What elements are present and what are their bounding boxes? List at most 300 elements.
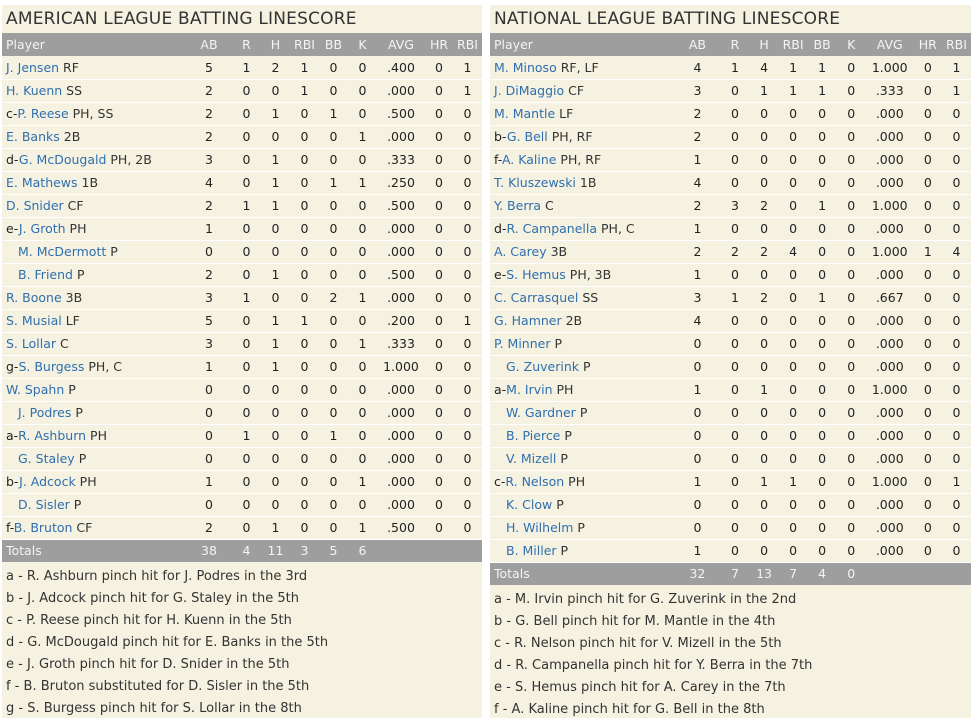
stat-bb: 0 bbox=[808, 447, 837, 470]
stat-bb: 0 bbox=[319, 194, 348, 217]
player-name-link[interactable]: G. McDougald bbox=[18, 152, 107, 167]
stat-ab: 0 bbox=[674, 332, 720, 355]
totals-row bbox=[490, 562, 971, 585]
stat-bb: 0 bbox=[808, 240, 837, 263]
player-name-link[interactable]: K. Clow bbox=[506, 497, 553, 512]
stat-hr: 0 bbox=[425, 240, 453, 263]
player-name-link[interactable]: B. Bruton bbox=[13, 520, 73, 535]
stat-r: 0 bbox=[232, 102, 261, 125]
stat-h: 1 bbox=[750, 378, 779, 401]
stat-bb: 0 bbox=[808, 470, 837, 493]
player-name-link[interactable]: R. Campanella bbox=[506, 221, 598, 236]
stat-avg: .500 bbox=[377, 102, 425, 125]
player-name-link[interactable]: D. Sisler bbox=[18, 497, 70, 512]
stat-rbi: 0 bbox=[290, 194, 319, 217]
player-cell bbox=[2, 56, 186, 79]
stat-ab: 1 bbox=[186, 355, 232, 378]
stat-avg: .667 bbox=[866, 286, 914, 309]
stat-hr: 0 bbox=[425, 148, 453, 171]
stat-hr: 0 bbox=[914, 286, 942, 309]
totals-label: Totals bbox=[490, 562, 674, 585]
player-name-link[interactable]: R. Nelson bbox=[505, 474, 565, 489]
stat-avg: .400 bbox=[377, 56, 425, 79]
stat-bb: 0 bbox=[319, 263, 348, 286]
national-league-notes bbox=[490, 585, 971, 721]
col-header-rbi: RBI bbox=[290, 33, 319, 56]
player-name-link[interactable]: G. Zuverink bbox=[506, 359, 579, 374]
player-position: P bbox=[579, 405, 588, 420]
player-position: CF bbox=[76, 520, 93, 535]
stat-h: 0 bbox=[261, 470, 290, 493]
stat-r: 0 bbox=[232, 125, 261, 148]
sub-prefix: d- bbox=[6, 152, 19, 167]
player-cell bbox=[490, 378, 674, 401]
player-row bbox=[2, 355, 482, 378]
stat-rbi: 0 bbox=[779, 217, 808, 240]
col-header-bb: BB bbox=[808, 33, 837, 56]
stat-k: 0 bbox=[348, 355, 377, 378]
stat-rbi-2: 0 bbox=[942, 332, 971, 355]
player-name-link[interactable]: Y. Berra bbox=[494, 198, 542, 213]
player-name-link[interactable]: C. Carrasquel bbox=[494, 290, 579, 305]
stat-h: 1 bbox=[261, 516, 290, 539]
stat-h: 0 bbox=[750, 217, 779, 240]
stat-hr: 0 bbox=[425, 102, 453, 125]
player-name-link[interactable]: A. Kaline bbox=[501, 152, 557, 167]
player-name-link[interactable]: E. Banks bbox=[6, 129, 60, 144]
stat-r: 0 bbox=[232, 309, 261, 332]
stat-ab: 1 bbox=[186, 217, 232, 240]
stat-avg: .200 bbox=[377, 309, 425, 332]
stat-h: 2 bbox=[750, 240, 779, 263]
stat-bb: 0 bbox=[319, 493, 348, 516]
player-name-link[interactable]: M. Mantle bbox=[494, 106, 556, 121]
stat-h: 0 bbox=[750, 401, 779, 424]
stat-hr: 0 bbox=[425, 56, 453, 79]
col-header-avg: AVG bbox=[377, 33, 425, 56]
stat-r: 0 bbox=[232, 217, 261, 240]
stat-hr: 0 bbox=[914, 171, 942, 194]
stat-bb: 1 bbox=[319, 102, 348, 125]
player-name-link[interactable]: B. Miller bbox=[506, 543, 557, 558]
player-name-link[interactable]: J. Podres bbox=[18, 405, 72, 420]
player-row bbox=[2, 378, 482, 401]
stat-ab: 0 bbox=[186, 401, 232, 424]
stat-k: 0 bbox=[348, 424, 377, 447]
stat-k: 0 bbox=[348, 148, 377, 171]
player-name-link[interactable]: S. Musial bbox=[6, 313, 62, 328]
stat-rbi-2: 0 bbox=[942, 194, 971, 217]
player-name-link[interactable]: G. Staley bbox=[18, 451, 75, 466]
stat-avg: .000 bbox=[866, 401, 914, 424]
player-row bbox=[2, 263, 482, 286]
stat-rbi-2: 0 bbox=[453, 286, 482, 309]
substitution-note: b - J. Adcock pinch hit for G. Staley in the 5th bbox=[6, 591, 299, 606]
stat-ab: 1 bbox=[674, 378, 720, 401]
totals-r: 7 bbox=[720, 562, 749, 585]
player-name-link[interactable]: V. Mizell bbox=[506, 451, 557, 466]
player-name-link[interactable]: P. Reese bbox=[17, 106, 69, 121]
stat-r: 0 bbox=[720, 332, 749, 355]
player-cell bbox=[2, 378, 186, 401]
stat-k: 0 bbox=[348, 493, 377, 516]
player-position: PH, C bbox=[601, 221, 635, 236]
stat-ab: 2 bbox=[674, 240, 720, 263]
stat-k: 0 bbox=[837, 401, 866, 424]
stat-h: 0 bbox=[750, 424, 779, 447]
stat-ab: 3 bbox=[186, 332, 232, 355]
player-row bbox=[2, 424, 482, 447]
player-cell bbox=[490, 286, 674, 309]
stat-avg: 1.000 bbox=[866, 470, 914, 493]
player-name-link[interactable]: G. Hamner bbox=[494, 313, 562, 328]
stat-rbi-2: 0 bbox=[453, 171, 482, 194]
stat-hr: 0 bbox=[425, 470, 453, 493]
stat-h: 0 bbox=[750, 102, 779, 125]
player-position: PH, RF bbox=[560, 152, 602, 167]
substitution-note: e - J. Groth pinch hit for D. Snider in the 5th bbox=[6, 657, 290, 672]
player-position: PH bbox=[69, 221, 87, 236]
player-position: PH bbox=[568, 474, 586, 489]
stat-k: 0 bbox=[837, 447, 866, 470]
stat-rbi-2: 0 bbox=[453, 401, 482, 424]
player-name-link[interactable]: B. Pierce bbox=[506, 428, 561, 443]
stat-avg: .000 bbox=[866, 516, 914, 539]
stat-rbi-2: 0 bbox=[942, 516, 971, 539]
stat-k: 0 bbox=[837, 102, 866, 125]
stat-hr: 0 bbox=[914, 194, 942, 217]
stat-h: 0 bbox=[750, 309, 779, 332]
stat-avg: .250 bbox=[377, 171, 425, 194]
stat-r: 0 bbox=[720, 355, 749, 378]
player-cell bbox=[2, 125, 186, 148]
stat-k: 0 bbox=[837, 516, 866, 539]
stat-hr: 0 bbox=[425, 217, 453, 240]
player-name-link[interactable]: J. Groth bbox=[18, 221, 66, 236]
stat-h: 2 bbox=[750, 286, 779, 309]
stat-hr: 0 bbox=[914, 539, 942, 562]
stat-rbi-2: 0 bbox=[942, 493, 971, 516]
stat-ab: 4 bbox=[186, 171, 232, 194]
player-row bbox=[2, 125, 482, 148]
stat-rbi-2: 0 bbox=[453, 424, 482, 447]
player-row bbox=[490, 332, 971, 355]
stat-avg: .000 bbox=[377, 240, 425, 263]
totals-bb: 4 bbox=[808, 562, 837, 585]
stat-hr: 0 bbox=[914, 493, 942, 516]
stat-h: 0 bbox=[750, 539, 779, 562]
col-header-player: Player bbox=[490, 33, 674, 56]
player-name-link[interactable]: A. Carey bbox=[494, 244, 547, 259]
stat-k: 0 bbox=[837, 309, 866, 332]
totals-row bbox=[2, 539, 482, 562]
stat-bb: 0 bbox=[808, 493, 837, 516]
stat-rbi-2: 0 bbox=[453, 125, 482, 148]
player-row bbox=[2, 332, 482, 355]
stat-bb: 0 bbox=[319, 332, 348, 355]
player-position: C bbox=[545, 198, 554, 213]
stat-ab: 1 bbox=[674, 470, 720, 493]
stat-rbi: 1 bbox=[779, 470, 808, 493]
totals-r: 4 bbox=[232, 539, 261, 562]
player-row bbox=[490, 378, 971, 401]
col-header-avg: AVG bbox=[866, 33, 914, 56]
stat-ab: 3 bbox=[674, 286, 720, 309]
stat-r: 0 bbox=[720, 263, 749, 286]
stat-k: 0 bbox=[348, 217, 377, 240]
stat-bb: 0 bbox=[808, 539, 837, 562]
stat-avg: .000 bbox=[866, 125, 914, 148]
stat-rbi: 1 bbox=[290, 309, 319, 332]
player-row bbox=[490, 309, 971, 332]
player-name-link[interactable]: J. Adcock bbox=[19, 474, 76, 489]
stat-k: 0 bbox=[837, 79, 866, 102]
stat-k: 0 bbox=[348, 194, 377, 217]
player-row bbox=[2, 79, 482, 102]
player-cell bbox=[490, 424, 674, 447]
stat-r: 0 bbox=[720, 401, 749, 424]
stat-h: 1 bbox=[261, 309, 290, 332]
stat-h: 0 bbox=[750, 493, 779, 516]
substitution-note: a - R. Ashburn pinch hit for J. Podres in the 3rd bbox=[6, 569, 308, 584]
stat-rbi: 0 bbox=[290, 378, 319, 401]
stat-k: 0 bbox=[837, 125, 866, 148]
stat-r: 0 bbox=[232, 470, 261, 493]
stat-rbi: 0 bbox=[779, 286, 808, 309]
player-name-link[interactable]: B. Friend bbox=[18, 267, 73, 282]
player-row bbox=[2, 401, 482, 424]
col-header-player: Player bbox=[2, 33, 186, 56]
national-league-rows bbox=[490, 56, 971, 562]
stat-ab: 1 bbox=[674, 148, 720, 171]
stat-k: 0 bbox=[837, 332, 866, 355]
col-header-rbi: RBI bbox=[779, 33, 808, 56]
player-cell bbox=[2, 332, 186, 355]
stat-rbi-2: 0 bbox=[942, 263, 971, 286]
totals-k: 0 bbox=[837, 562, 866, 585]
stat-ab: 3 bbox=[186, 286, 232, 309]
sub-prefix: b- bbox=[6, 474, 20, 489]
totals-label: Totals bbox=[2, 539, 186, 562]
col-header-k: K bbox=[348, 33, 377, 56]
substitution-note: b - G. Bell pinch hit for M. Mantle in the 4th bbox=[494, 614, 776, 629]
player-position: P bbox=[554, 336, 563, 351]
player-position: PH, 2B bbox=[110, 152, 152, 167]
player-name-link[interactable]: P. Minner bbox=[494, 336, 551, 351]
player-cell bbox=[2, 309, 186, 332]
stat-rbi-2: 0 bbox=[942, 309, 971, 332]
player-name-link[interactable]: H. Wilhelm bbox=[506, 520, 574, 535]
stat-r: 0 bbox=[232, 401, 261, 424]
player-name-link[interactable]: S. Burgess bbox=[18, 359, 85, 374]
stat-k: 0 bbox=[348, 56, 377, 79]
player-row bbox=[2, 148, 482, 171]
player-row bbox=[490, 217, 971, 240]
stat-ab: 5 bbox=[186, 309, 232, 332]
stat-r: 0 bbox=[720, 217, 749, 240]
totals-rbi: 7 bbox=[779, 562, 808, 585]
stat-rbi: 0 bbox=[290, 493, 319, 516]
stat-bb: 0 bbox=[319, 447, 348, 470]
player-name-link[interactable]: S. Hemus bbox=[506, 267, 566, 282]
stat-rbi-2: 0 bbox=[453, 332, 482, 355]
player-name-link[interactable]: R. Boone bbox=[6, 290, 62, 305]
player-row bbox=[490, 516, 971, 539]
stat-k: 0 bbox=[837, 539, 866, 562]
stat-r: 0 bbox=[720, 516, 749, 539]
player-name-link[interactable]: S. Lollar bbox=[6, 336, 57, 351]
substitution-note: f - A. Kaline pinch hit for G. Bell in the 8th bbox=[494, 702, 765, 717]
stat-hr: 0 bbox=[425, 309, 453, 332]
stat-avg: 1.000 bbox=[377, 355, 425, 378]
sub-prefix: g- bbox=[6, 359, 19, 374]
stat-bb: 0 bbox=[319, 516, 348, 539]
player-name-link[interactable]: R. Ashburn bbox=[18, 428, 87, 443]
stat-hr: 0 bbox=[425, 401, 453, 424]
player-position: LF bbox=[559, 106, 574, 121]
stat-bb: 0 bbox=[319, 309, 348, 332]
national-league-title: NATIONAL LEAGUE BATTING LINESCORE bbox=[494, 9, 841, 29]
sub-prefix: c- bbox=[494, 474, 506, 489]
stat-h: 0 bbox=[750, 263, 779, 286]
substitution-note: c - P. Reese pinch hit for H. Kuenn in the 5th bbox=[6, 613, 292, 628]
stat-avg: .000 bbox=[866, 217, 914, 240]
player-position: P bbox=[110, 244, 118, 259]
player-name-link[interactable]: W. Spahn bbox=[6, 382, 65, 397]
stat-r: 1 bbox=[720, 286, 749, 309]
stat-rbi: 0 bbox=[290, 240, 319, 263]
player-cell bbox=[490, 263, 674, 286]
player-position: P bbox=[560, 543, 569, 558]
player-row bbox=[490, 240, 971, 263]
stat-rbi: 0 bbox=[290, 516, 319, 539]
stat-rbi-2: 0 bbox=[453, 378, 482, 401]
stat-hr: 0 bbox=[425, 263, 453, 286]
stat-rbi-2: 1 bbox=[453, 309, 482, 332]
player-cell bbox=[490, 309, 674, 332]
stat-r: 0 bbox=[720, 470, 749, 493]
stat-rbi-2: 0 bbox=[453, 516, 482, 539]
stat-r: 0 bbox=[720, 493, 749, 516]
substitution-note: f - B. Bruton substituted for D. Sisler in the 5th bbox=[6, 679, 310, 694]
player-name-link[interactable]: J. DiMaggio bbox=[494, 83, 565, 98]
player-position: CF bbox=[67, 198, 84, 213]
stat-ab: 2 bbox=[186, 194, 232, 217]
player-cell bbox=[2, 516, 186, 539]
stat-r: 0 bbox=[720, 148, 749, 171]
player-name-link[interactable]: D. Snider bbox=[6, 198, 64, 213]
player-position: P bbox=[75, 405, 83, 420]
player-position: C bbox=[60, 336, 69, 351]
totals-avg bbox=[377, 539, 425, 562]
col-header-rbi-2: RBI bbox=[453, 33, 482, 56]
stat-ab: 3 bbox=[674, 79, 720, 102]
stat-k: 0 bbox=[837, 470, 866, 493]
stat-k: 1 bbox=[348, 125, 377, 148]
player-position: P bbox=[73, 497, 82, 512]
stat-rbi: 0 bbox=[779, 539, 808, 562]
stat-bb: 0 bbox=[319, 378, 348, 401]
stat-bb: 0 bbox=[319, 56, 348, 79]
stat-bb: 0 bbox=[319, 125, 348, 148]
totals-hr bbox=[425, 539, 453, 562]
stat-avg: .333 bbox=[866, 79, 914, 102]
player-position: 3B bbox=[550, 244, 568, 259]
stat-ab: 2 bbox=[186, 263, 232, 286]
player-name-link[interactable]: J. Jensen bbox=[6, 59, 60, 75]
player-position: SS bbox=[582, 290, 599, 305]
stat-bb: 0 bbox=[808, 332, 837, 355]
player-row bbox=[490, 194, 971, 217]
stat-avg: 1.000 bbox=[866, 378, 914, 401]
player-cell bbox=[490, 470, 674, 493]
stat-rbi-2: 0 bbox=[942, 539, 971, 562]
stat-rbi: 1 bbox=[779, 79, 808, 102]
stat-r: 3 bbox=[720, 194, 749, 217]
player-row bbox=[490, 355, 971, 378]
stat-k: 0 bbox=[348, 309, 377, 332]
stat-bb: 1 bbox=[808, 56, 837, 79]
stat-rbi-2: 1 bbox=[453, 79, 482, 102]
stat-h: 1 bbox=[261, 355, 290, 378]
player-position: P bbox=[577, 520, 585, 535]
stat-h: 0 bbox=[261, 493, 290, 516]
player-row bbox=[2, 516, 482, 539]
stat-ab: 2 bbox=[186, 125, 232, 148]
american-league-panel bbox=[2, 5, 482, 718]
player-cell bbox=[490, 240, 674, 263]
player-name-link[interactable]: M. McDermott bbox=[18, 244, 107, 259]
player-name-link[interactable]: H. Kuenn bbox=[6, 83, 63, 98]
player-name-link[interactable]: T. Kluszewski bbox=[494, 175, 576, 190]
stat-bb: 0 bbox=[808, 516, 837, 539]
american-league-rows bbox=[2, 56, 482, 539]
stat-avg: .333 bbox=[377, 148, 425, 171]
stat-bb: 0 bbox=[319, 148, 348, 171]
stat-k: 0 bbox=[837, 493, 866, 516]
stat-bb: 1 bbox=[808, 79, 837, 102]
player-name-link[interactable]: M. Irvin bbox=[506, 382, 553, 397]
stat-bb: 0 bbox=[319, 470, 348, 493]
player-row bbox=[490, 424, 971, 447]
totals-h: 13 bbox=[750, 562, 779, 585]
stat-r: 0 bbox=[720, 424, 749, 447]
player-cell bbox=[2, 470, 186, 493]
stat-hr: 0 bbox=[914, 447, 942, 470]
player-name-link[interactable]: W. Gardner bbox=[506, 405, 576, 420]
stat-ab: 3 bbox=[186, 148, 232, 171]
stat-avg: .000 bbox=[866, 102, 914, 125]
player-cell bbox=[2, 240, 186, 263]
player-position: RF bbox=[63, 59, 79, 75]
stat-r: 0 bbox=[232, 447, 261, 470]
stat-h: 0 bbox=[261, 447, 290, 470]
player-row bbox=[490, 125, 971, 148]
player-name-link[interactable]: E. Mathews bbox=[6, 175, 78, 190]
player-row bbox=[2, 493, 482, 516]
stat-bb: 0 bbox=[808, 424, 837, 447]
stat-bb: 1 bbox=[808, 286, 837, 309]
stat-r: 0 bbox=[720, 171, 749, 194]
stat-bb: 0 bbox=[808, 217, 837, 240]
stat-avg: .000 bbox=[377, 286, 425, 309]
stat-k: 0 bbox=[837, 148, 866, 171]
stat-bb: 1 bbox=[319, 424, 348, 447]
player-position: PH, 3B bbox=[569, 267, 612, 282]
player-name-link[interactable]: M. Minoso bbox=[494, 59, 557, 75]
player-name-link[interactable]: G. Bell bbox=[506, 129, 548, 144]
player-row bbox=[490, 470, 971, 493]
